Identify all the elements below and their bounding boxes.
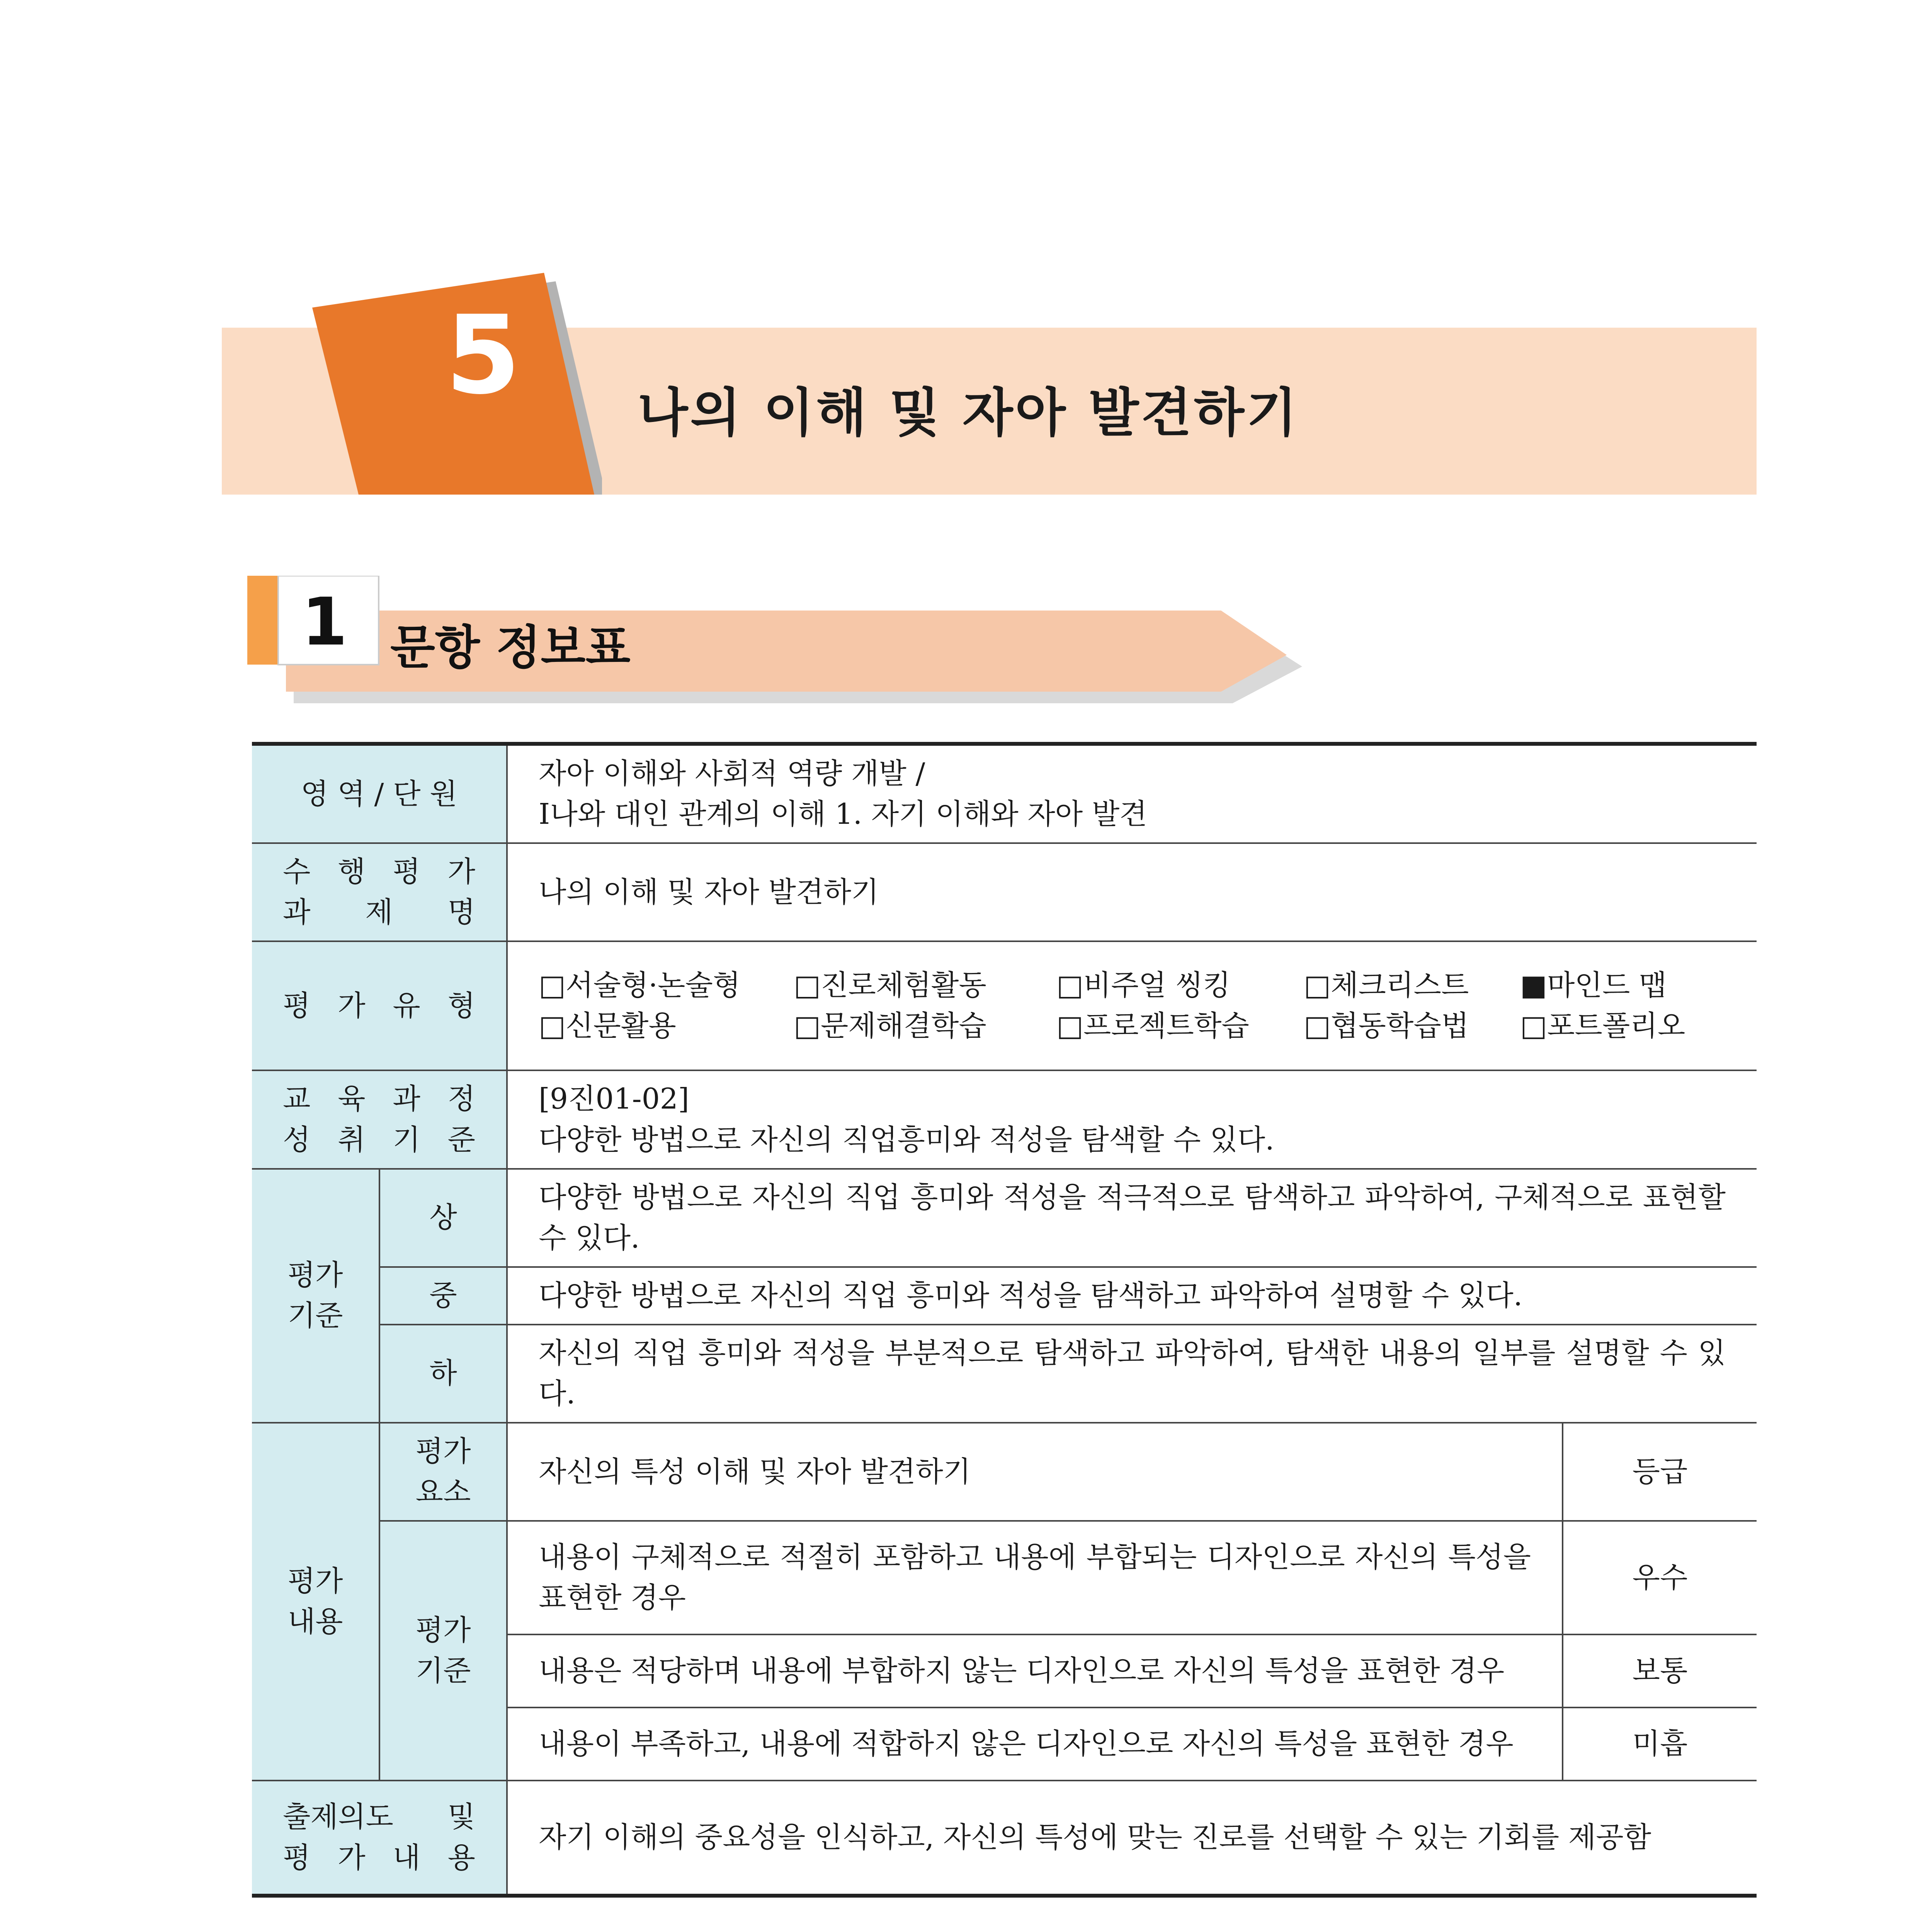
content-criteria-text: 내용이 부족하고, 내용에 적합하지 않은 디자인으로 자신의 특성을 표현한 경우 bbox=[507, 1708, 1563, 1781]
standard-value bbox=[507, 1070, 1757, 1168]
type-option: □협동학습법 bbox=[1304, 1009, 1469, 1043]
row-element bbox=[252, 1423, 1757, 1521]
row-area bbox=[252, 744, 1757, 843]
type-option: □서술형·논술형 bbox=[539, 969, 741, 1002]
row-criteria-low bbox=[252, 1325, 1757, 1423]
intent-label-line-1: 출제의도 및 bbox=[283, 1800, 475, 1834]
content-label: 평가 내용 bbox=[252, 1423, 379, 1781]
row-standard bbox=[252, 1070, 1757, 1168]
type-options bbox=[507, 941, 1757, 1070]
standard-code: [9진01-02] bbox=[539, 1082, 689, 1116]
chapter-number: 5 bbox=[445, 293, 521, 418]
element-text: 자신의 특성 이해 및 자아 발견하기 bbox=[507, 1423, 1563, 1521]
type-option: □프로젝트학습 bbox=[1056, 1009, 1249, 1043]
task-value: 나의 이해 및 자아 발견하기 bbox=[507, 843, 1757, 941]
type-option: □체크리스트 bbox=[1304, 969, 1469, 1002]
row-task bbox=[252, 843, 1757, 941]
standard-text: 다양한 방법으로 자신의 직업흥미와 적성을 탐색할 수 있다. bbox=[539, 1123, 1274, 1156]
type-option: □비주얼 씽킹 bbox=[1056, 969, 1231, 1002]
content-criteria-text: 내용은 적당하며 내용에 부합하지 않는 디자인으로 자신의 특성을 표현한 경우 bbox=[507, 1634, 1563, 1708]
type-option: □포트폴리오 bbox=[1520, 1009, 1685, 1043]
task-label-line-2: 과 제 명 bbox=[283, 896, 475, 929]
criteria-level: 하 bbox=[379, 1325, 507, 1423]
criteria-text: 다양한 방법으로 자신의 직업 흥미와 적성을 탐색하고 파악하여 설명할 수 있다. bbox=[507, 1267, 1757, 1325]
row-criteria-mid bbox=[252, 1267, 1757, 1325]
row-intent bbox=[252, 1781, 1757, 1895]
element-label: 평가 요소 bbox=[379, 1423, 507, 1521]
standard-label-line-1: 교 육 과 정 bbox=[283, 1082, 475, 1116]
area-line-1: 자아 이해와 사회적 역량 개발 / bbox=[539, 757, 925, 790]
type-label-text: 평 가 유 형 bbox=[283, 989, 475, 1022]
type-option: □신문활용 bbox=[539, 1009, 676, 1043]
standard-label-line-2: 성 취 기 준 bbox=[283, 1123, 475, 1156]
task-label bbox=[252, 843, 507, 941]
area-line-2: Ⅰ나와 대인 관계의 이해 1. 자기 이해와 자아 발견 bbox=[539, 798, 1147, 831]
area-label: 영 역 / 단 원 bbox=[252, 744, 507, 843]
row-criteria-high bbox=[252, 1169, 1757, 1267]
criteria-text: 자신의 직업 흥미와 적성을 부분적으로 탐색하고 파악하여, 탐색한 내용의 일부를 설명할 수 있다. bbox=[507, 1325, 1757, 1423]
intent-label bbox=[252, 1781, 507, 1895]
area-value bbox=[507, 744, 1757, 843]
grade-value: 보통 bbox=[1563, 1634, 1757, 1708]
type-option: □문제해결학습 bbox=[794, 1009, 986, 1043]
section-number: 1 bbox=[301, 584, 348, 660]
item-info-table bbox=[252, 742, 1757, 1898]
standard-label bbox=[252, 1070, 507, 1168]
content-criteria-label: 평가 기준 bbox=[379, 1521, 507, 1781]
type-option-selected: ■마인드 맵 bbox=[1520, 969, 1667, 1002]
criteria-level: 상 bbox=[379, 1169, 507, 1267]
content-criteria-text: 내용이 구체적으로 적절히 포함하고 내용에 부합되는 디자인으로 자신의 특성을 표현한 경우 bbox=[507, 1521, 1563, 1634]
row-type bbox=[252, 941, 1757, 1070]
intent-text: 자기 이해의 중요성을 인식하고, 자신의 특성에 맞는 진로를 선택할 수 있는 기회를 제공함 bbox=[507, 1781, 1757, 1895]
section-title: 문항 정보표 bbox=[390, 621, 631, 675]
type-option: □진로체험활동 bbox=[794, 969, 986, 1002]
intent-label-line-2: 평 가 내 용 bbox=[283, 1841, 475, 1874]
grade-value: 우수 bbox=[1563, 1521, 1757, 1634]
criteria-level: 중 bbox=[379, 1267, 507, 1325]
type-label bbox=[252, 941, 507, 1070]
chapter-title: 나의 이해 및 자아 발견하기 bbox=[638, 383, 1299, 443]
criteria-text: 다양한 방법으로 자신의 직업 흥미와 적성을 적극적으로 탐색하고 파악하여, 구체적으로 표현할 수 있다. bbox=[507, 1169, 1757, 1267]
grade-value: 미흡 bbox=[1563, 1708, 1757, 1781]
task-label-line-1: 수 행 평 가 bbox=[283, 855, 475, 889]
grade-header: 등급 bbox=[1563, 1423, 1757, 1521]
row-content-criteria-excellent bbox=[252, 1521, 1757, 1634]
criteria-label: 평가 기준 bbox=[252, 1169, 379, 1423]
